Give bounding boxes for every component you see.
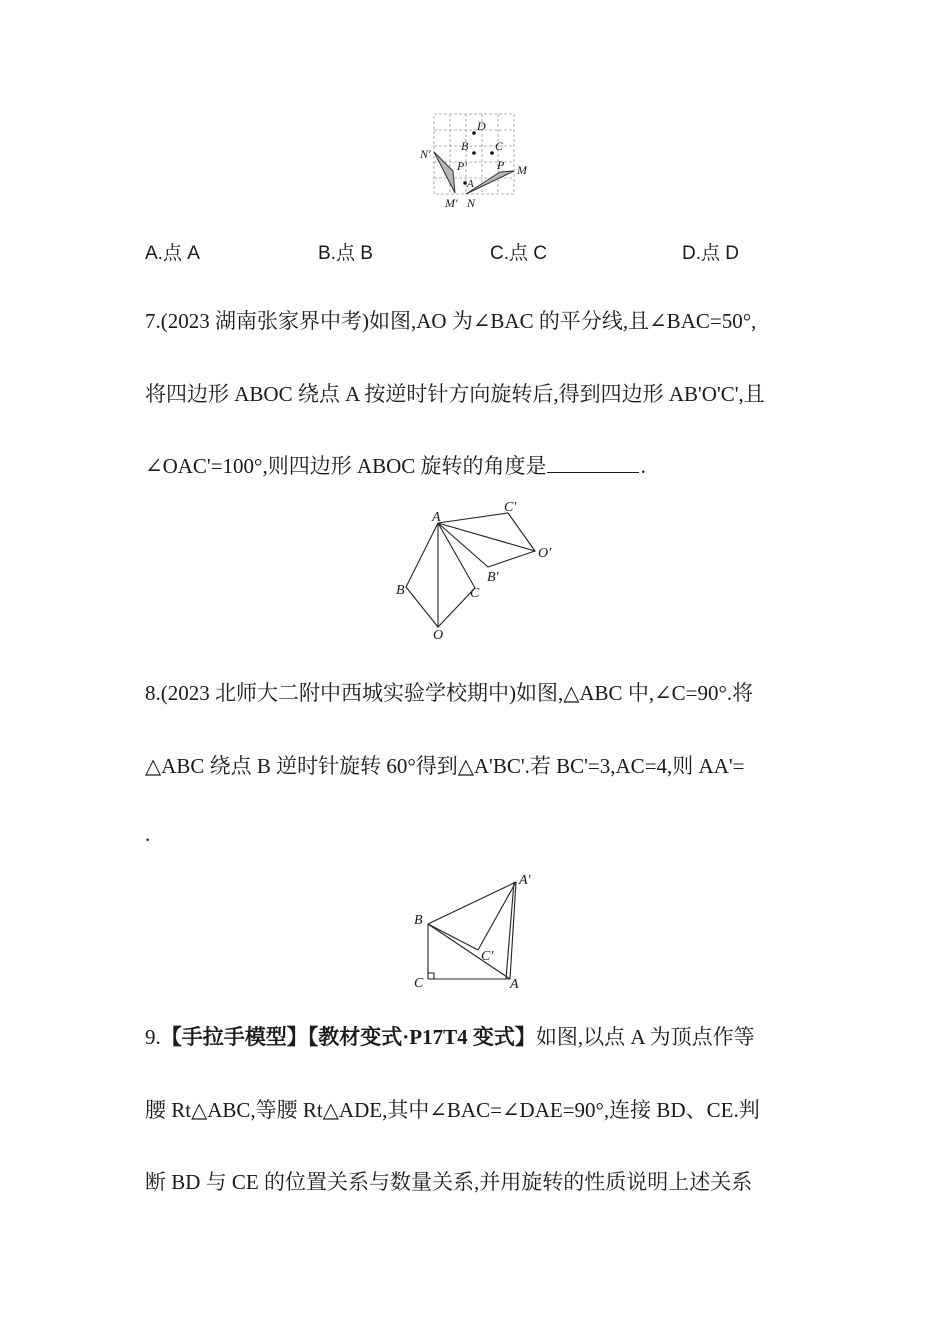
q9-line-3: 断 BD 与 CE 的位置关系与数量关系,并用旋转的性质说明上述关系 xyxy=(145,1170,753,1194)
label-bprime: B′ xyxy=(487,570,499,585)
q9-line-2: 腰 Rt△ABC,等腰 Rt△ADE,其中∠BAC=∠DAE=90°,连接 BD、CE.判 xyxy=(145,1098,760,1122)
answer-blank[interactable] xyxy=(547,454,639,473)
label-a: A xyxy=(432,510,441,525)
option-b: B.点 B xyxy=(318,243,373,264)
option-c: C.点 C xyxy=(490,243,548,264)
label-a: A xyxy=(467,178,474,190)
label-b: B xyxy=(396,583,405,598)
q7-line-2: 将四边形 ABOC 绕点 A 按逆时针方向旋转后,得到四边形 AB'O'C',且 xyxy=(145,382,765,406)
q9-line-1 xyxy=(145,1021,755,1051)
label-oprime: O′ xyxy=(538,546,552,561)
q9-tag-textbook: 【教材变式·P17T4 变式】 xyxy=(307,1025,536,1049)
label-b: B xyxy=(414,913,423,928)
q8-line-1: 8.(2023 北师大二附中西城实验学校期中)如图,△ABC 中,∠C=90°.将 xyxy=(145,681,754,705)
figure-q8 xyxy=(408,868,550,993)
option-a: A.点 A xyxy=(145,243,200,264)
q7-line-1: 7.(2023 湖南张家界中考)如图,AO 为∠BAC 的平分线,且∠BAC=50°, xyxy=(145,309,757,333)
triangle-mprime-nprime-pprime xyxy=(434,152,455,193)
label-aprime: A′ xyxy=(519,873,531,888)
label-n: N xyxy=(467,196,476,210)
label-cprime: C′ xyxy=(481,949,494,964)
q7-line-3 xyxy=(145,450,646,480)
q9-tag-model: 【手拉手模型】 xyxy=(160,1025,308,1049)
q7-line-3-end: . xyxy=(640,454,646,478)
figure-q7 xyxy=(390,495,565,645)
label-a: A xyxy=(510,977,519,992)
label-b: B xyxy=(461,139,469,153)
figure-q6-grid xyxy=(415,108,550,213)
q8-line-3: . xyxy=(145,822,151,846)
label-p: P xyxy=(497,158,505,172)
q7-line-3-text: ∠OAC'=100°,则四边形 ABOC 旋转的角度是 xyxy=(145,454,547,478)
label-mprime: M′ xyxy=(445,196,458,210)
label-c: C xyxy=(414,976,424,991)
label-pprime: P′ xyxy=(457,159,467,173)
label-cprime: C′ xyxy=(504,500,517,515)
q9-line-1-text: 如图,以点 A 为顶点作等 xyxy=(535,1025,755,1049)
label-o: O xyxy=(433,628,444,643)
label-c: C xyxy=(470,586,480,601)
q9-number: 9. xyxy=(145,1025,161,1049)
label-nprime: N′ xyxy=(420,147,431,161)
label-d: D xyxy=(477,119,486,133)
label-c: C xyxy=(495,139,504,153)
label-m: M xyxy=(517,163,527,177)
q8-line-2: △ABC 绕点 B 逆时针旋转 60°得到△A'BC'.若 BC'=3,AC=4,则 AA'= xyxy=(145,754,745,778)
option-d: D.点 D xyxy=(682,243,740,264)
